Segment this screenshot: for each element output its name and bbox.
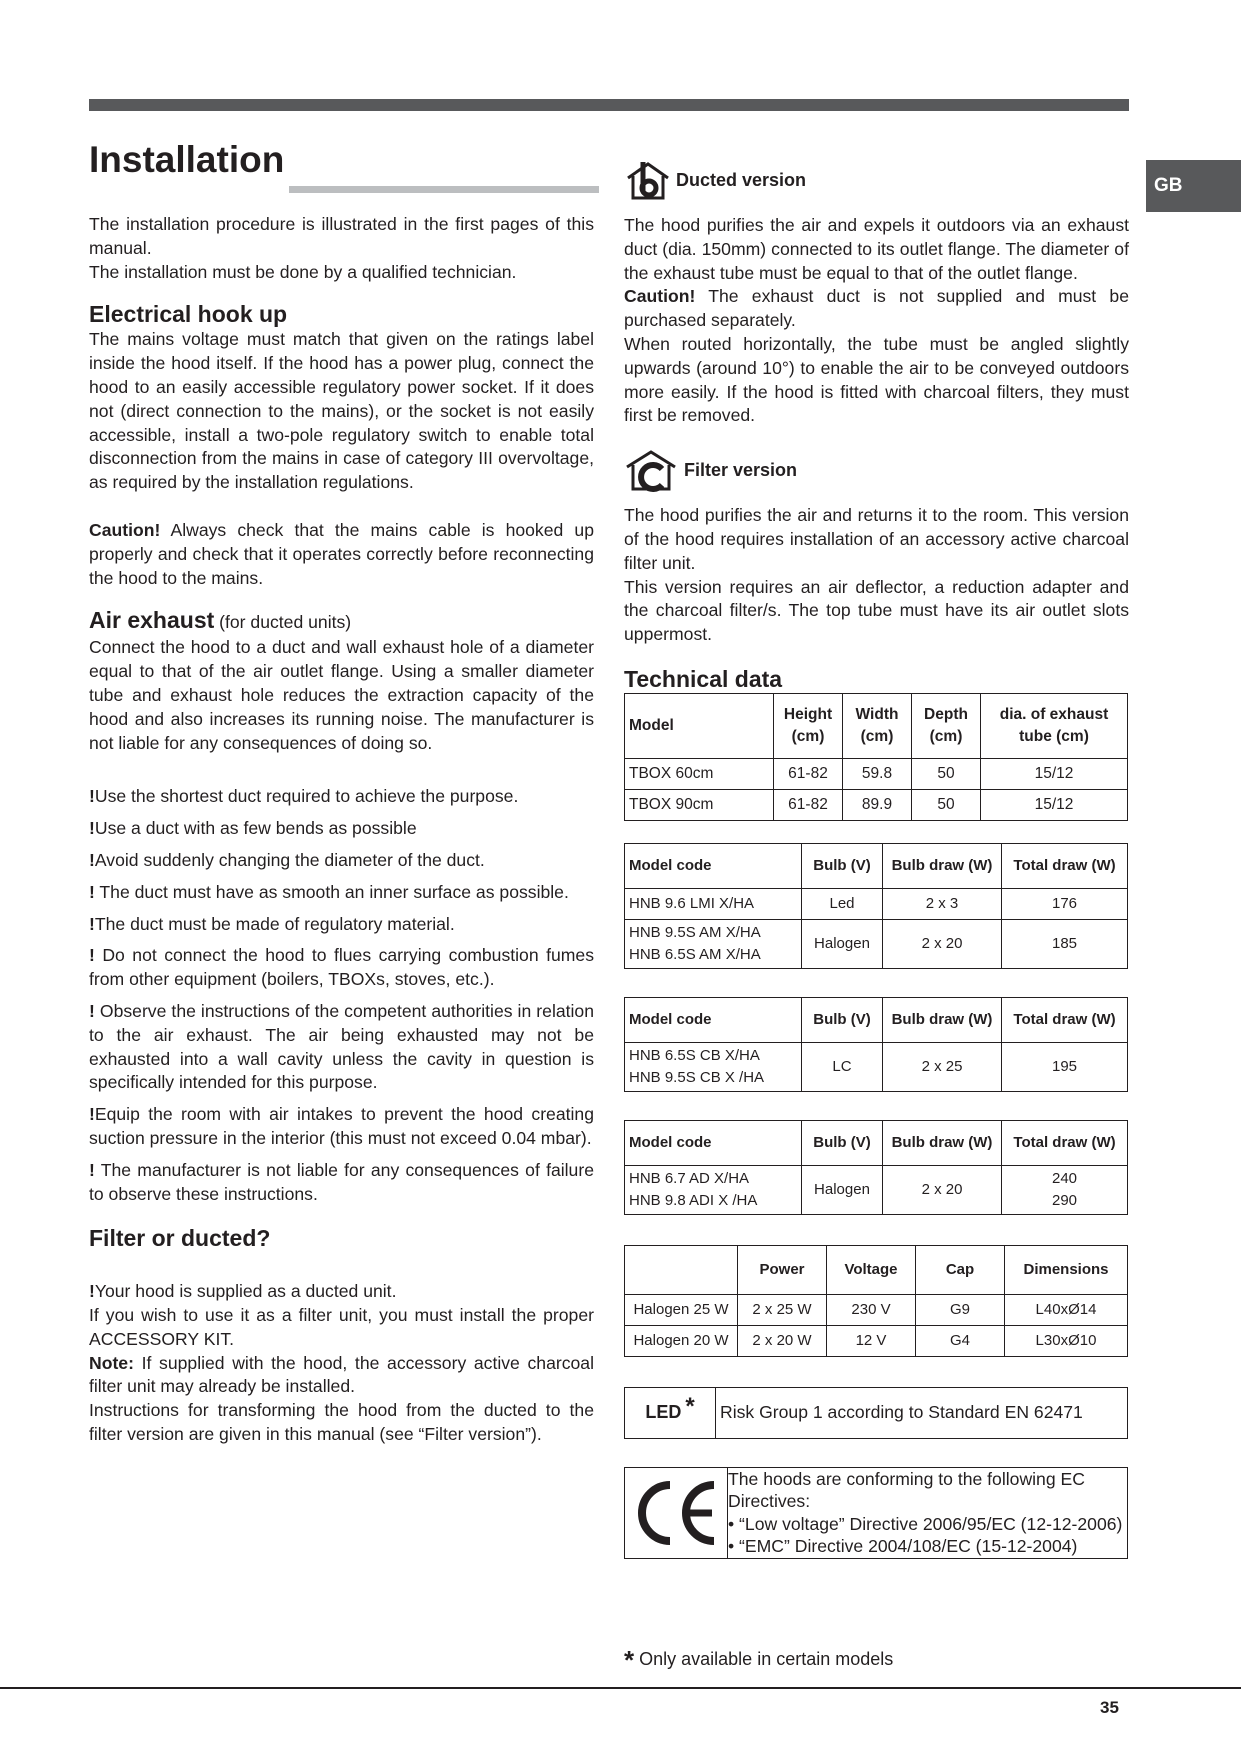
- air-exhaust-body: Connect the hood to a duct and wall exhaust hole of a diameter equal to that of the air outlet flange. Using a smaller diameter tube and exhaust hole reduces the extraction capacity of the hood and also increases its running noise. The manufacturer is not liable for any consequences of doing so.: [89, 637, 594, 753]
- table-cell: 2 x 25 W: [738, 1294, 827, 1325]
- warning-note: [89, 785, 594, 809]
- table-cell: 2 x 20: [883, 919, 1002, 968]
- table-cell: Halogen 20 W: [625, 1325, 738, 1356]
- ducted-caution: [624, 285, 1129, 333]
- ducted-p1: The hood purifies the air and expels it outdoors via an exhaust duct (dia. 150mm) connected to its outlet flange. The diameter of the exhaust tube must be equal to that of the outlet flange.: [624, 215, 1129, 283]
- ce-conformity-box: [624, 1467, 1128, 1559]
- table-cell: TBOX 60cm: [625, 758, 774, 789]
- model-code: HNB 9.5S CB X /HA: [629, 1068, 765, 1086]
- footnote-text: Only available in certain models: [634, 1649, 894, 1669]
- filter-version-label: Filter version: [684, 460, 798, 481]
- note-text: The manufacturer is not liable for any consequences of failure to observe these instructions.: [89, 1159, 594, 1204]
- table-cell: 61-82: [774, 789, 843, 820]
- left-column: [89, 139, 594, 1447]
- exclamation-icon: !: [89, 1104, 95, 1125]
- page-number: 35: [1100, 1698, 1119, 1717]
- table-header-row: [625, 1120, 1128, 1165]
- table-row: [625, 758, 1128, 789]
- table-cell: TBOX 90cm: [625, 789, 774, 820]
- header-cell: Total draw (W): [1002, 1120, 1128, 1165]
- filter-line-1-text: Your hood is supplied as a ducted unit.: [94, 1281, 397, 1302]
- note-text: Do not connect the hood to flues carrying combustion fumes from other equipment (boilers, TBOXs, stoves, etc.).: [89, 945, 594, 990]
- warning-note: [89, 849, 594, 873]
- table-cell: 2 x 3: [883, 888, 1002, 919]
- header-cell: Width (cm): [843, 693, 912, 758]
- table-cell: 2 x 20: [883, 1165, 1002, 1214]
- header-cell: Model code: [625, 1120, 802, 1165]
- bulb-table-3: [624, 1120, 1128, 1215]
- note-text: Use a duct with as few bends as possible: [94, 818, 417, 839]
- electrical-caution: [89, 519, 594, 590]
- table-header-row: [625, 693, 1128, 758]
- language-tab: GB: [1146, 160, 1241, 212]
- model-code: HNB 6.5S AM X/HA: [629, 945, 761, 963]
- filter-line-1: [89, 1280, 594, 1304]
- table-cell: 59.8: [843, 758, 912, 789]
- filter-note: [89, 1352, 594, 1400]
- filter-or-ducted-heading: Filter or ducted?: [89, 1225, 271, 1252]
- air-exhaust-heading: [89, 606, 594, 636]
- technical-data-table: [624, 693, 1128, 821]
- led-label-cell: [625, 1388, 716, 1438]
- warning-note: [89, 1000, 594, 1095]
- header-cell: Bulb draw (W): [883, 1120, 1002, 1165]
- table-cell: HNB 9.6 LMI X/HA: [625, 888, 802, 919]
- table-cell: Halogen: [802, 919, 883, 968]
- filter-p1: The hood purifies the air and returns it to the room. This version of the hood requires installation of an accessory active charcoal filter unit.: [624, 505, 1129, 573]
- table-row: [625, 888, 1128, 919]
- ce-line-1: The hoods are conforming to the following EC Directives:: [728, 1468, 1085, 1512]
- table-cell: 50: [912, 758, 981, 789]
- exclamation-icon: !: [89, 1000, 95, 1021]
- header-cell: Height (cm): [774, 693, 843, 758]
- header-cell: Total draw (W): [1002, 997, 1128, 1042]
- table-cell: 50: [912, 789, 981, 820]
- note-text: If supplied with the hood, the accessory active charcoal filter unit may already be installed.: [89, 1352, 594, 1397]
- exclamation-icon: !: [89, 881, 95, 902]
- warning-note: [89, 817, 594, 841]
- table-cell: 2 x 20 W: [738, 1325, 827, 1356]
- total-draw: 240: [1051, 1169, 1078, 1187]
- header-cell: [625, 1245, 738, 1294]
- table-row: [625, 1165, 1128, 1214]
- header-cell: Model code: [625, 843, 802, 888]
- header-cell: Total draw (W): [1002, 843, 1128, 888]
- caution-text: The exhaust duct is not supplied and must be purchased separately.: [624, 286, 1129, 331]
- ducted-house-icon: [624, 160, 672, 202]
- header-cell: Bulb (V): [802, 843, 883, 888]
- footer-rule: [0, 1687, 1241, 1689]
- note-text: Use the shortest duct required to achieve the purpose.: [94, 786, 519, 807]
- led-risk-box: [624, 1387, 1128, 1439]
- table-row: [625, 1325, 1128, 1356]
- table-cell: [1002, 1165, 1128, 1214]
- right-column: [624, 160, 1129, 1559]
- table-cell: 230 V: [827, 1294, 916, 1325]
- table-cell: 89.9: [843, 789, 912, 820]
- caution-label: Caution!: [89, 519, 161, 540]
- table-cell: 195: [1002, 1042, 1128, 1091]
- table-cell: G9: [916, 1294, 1005, 1325]
- note-text: Observe the instructions of the competent authorities in relation to the air exhaust. The air being exhausted may not be exhausted into a wall cavity unless the cavity in question is specifically intended for this purpose.: [89, 1000, 594, 1093]
- model-code: HNB 9.5S AM X/HA: [629, 923, 761, 941]
- table-row: [625, 789, 1128, 820]
- led-risk-text: Risk Group 1 according to Standard EN 62471: [720, 1402, 1083, 1423]
- ce-mark-icon: [625, 1468, 727, 1558]
- note-text: The duct must be made of regulatory material.: [94, 913, 455, 934]
- ducted-version-label: Ducted version: [676, 170, 807, 191]
- warning-notes: [89, 785, 594, 1206]
- led-label: LED: [645, 1402, 682, 1423]
- warning-note: [89, 944, 594, 992]
- total-draw: 290: [1051, 1191, 1078, 1209]
- table-row: [625, 919, 1128, 968]
- table-cell: L30xØ10: [1005, 1325, 1128, 1356]
- title-underline: [289, 186, 599, 193]
- header-cell: Dimensions: [1005, 1245, 1128, 1294]
- page-title: Installation: [89, 139, 285, 180]
- ce-line-2: • “Low voltage” Directive 2006/95/EC (12-12-2006): [728, 1513, 1123, 1534]
- header-cell: dia. of exhaust tube (cm): [981, 693, 1128, 758]
- asterisk: *: [685, 1393, 695, 1421]
- filter-line-3: Instructions for transforming the hood from the ducted to the filter version are given in this manual (see “Filter version”).: [89, 1400, 594, 1445]
- asterisk: *: [624, 1645, 635, 1675]
- table-header-row: [625, 843, 1128, 888]
- exclamation-icon: !: [89, 913, 95, 934]
- electrical-body: The mains voltage must match that given on the ratings label inside the hood itself. If the hood has a power plug, connect the hood to an easily accessible regulatory power socket. If it does not (direct connection to the mains), or the socket is not easily accessible, install a two-pole regulatory switch to enable total disconnection from the mains in case of category III overvoltage, as required by the installation regulations.: [89, 329, 594, 493]
- air-exhaust-title: Air exhaust: [89, 607, 215, 634]
- electrical-heading: Electrical hook up: [89, 301, 288, 328]
- intro-line-1: The installation procedure is illustrated in the first pages of this manual.: [89, 214, 594, 258]
- header-cell: Bulb (V): [802, 997, 883, 1042]
- header-cell: Depth (cm): [912, 693, 981, 758]
- header-cell: Cap: [916, 1245, 1005, 1294]
- exclamation-icon: !: [89, 945, 95, 966]
- table-cell: [625, 919, 802, 968]
- warning-note: [89, 1103, 594, 1151]
- warning-note: [89, 1159, 594, 1207]
- table-header-row: [625, 997, 1128, 1042]
- exclamation-icon: !: [89, 818, 95, 839]
- exclamation-icon: !: [89, 1159, 95, 1180]
- technical-data-heading: Technical data: [624, 665, 783, 692]
- header-cell: Model code: [625, 997, 802, 1042]
- exclamation-icon: !: [89, 849, 95, 870]
- table-cell: Halogen: [802, 1165, 883, 1214]
- header-cell: Model: [625, 693, 774, 758]
- title-block: [89, 139, 594, 196]
- note-text: The duct must have as smooth an inner surface as possible.: [94, 881, 569, 902]
- model-code: HNB 6.7 AD X/HA: [629, 1169, 750, 1187]
- table-cell: [625, 1165, 802, 1214]
- table-cell: Halogen 25 W: [625, 1294, 738, 1325]
- warning-note: [89, 881, 594, 905]
- table-cell: LC: [802, 1042, 883, 1091]
- table-cell: 176: [1002, 888, 1128, 919]
- warning-note: [89, 913, 594, 937]
- header-cell: Bulb (V): [802, 1120, 883, 1165]
- table-cell: L40xØ14: [1005, 1294, 1128, 1325]
- table-cell: [625, 1042, 802, 1091]
- table-row: [625, 1042, 1128, 1091]
- filter-line-2: If you wish to use it as a filter unit, you must install the proper ACCESSORY KIT.: [89, 1305, 594, 1349]
- filter-house-icon: [624, 449, 680, 493]
- filter-p2: This version requires an air deflector, a reduction adapter and the charcoal filter/s. The top tube must have its air outlet slots uppermost.: [624, 576, 1129, 645]
- bulb-table-1: [624, 843, 1128, 969]
- filter-version-header: [624, 450, 1129, 492]
- caution-label: Caution!: [624, 286, 696, 307]
- header-cell: Bulb draw (W): [883, 843, 1002, 888]
- table-cell: 185: [1002, 919, 1128, 968]
- table-cell: Led: [802, 888, 883, 919]
- table-cell: G4: [916, 1325, 1005, 1356]
- table-cell: 15/12: [981, 758, 1128, 789]
- ducted-version-header: [624, 160, 1129, 202]
- model-code: HNB 9.8 ADI X /HA: [629, 1191, 758, 1209]
- footnote: [624, 1645, 893, 1676]
- ducted-p2: When routed horizontally, the tube must be angled slightly upwards (around 10°) to enable the air to be conveyed outdoors more easily. If the hood is fitted with charcoal filters, they must first be removed.: [624, 333, 1129, 426]
- table-header-row: [625, 1245, 1128, 1294]
- caution-text: Always check that the mains cable is hooked up properly and check that it operates correctly before reconnecting the hood to the mains.: [89, 519, 594, 588]
- table-cell: 15/12: [981, 789, 1128, 820]
- header-cell: Power: [738, 1245, 827, 1294]
- table-cell: 61-82: [774, 758, 843, 789]
- intro-line-2: The installation must be done by a qualified technician.: [89, 261, 517, 282]
- air-exhaust-note: (for ducted units): [214, 612, 352, 633]
- header-cell: Voltage: [827, 1245, 916, 1294]
- table-cell: 12 V: [827, 1325, 916, 1356]
- lamp-table: [624, 1245, 1128, 1357]
- ce-text: [727, 1468, 1127, 1558]
- model-code: HNB 6.5S CB X/HA: [629, 1046, 760, 1064]
- table-cell: 2 x 25: [883, 1042, 1002, 1091]
- top-rule: [89, 99, 1129, 111]
- bulb-table-2: [624, 997, 1128, 1092]
- note-label: Note:: [89, 1352, 134, 1373]
- exclamation-icon: !: [89, 786, 95, 807]
- table-row: [625, 1294, 1128, 1325]
- note-text: Avoid suddenly changing the diameter of the duct.: [94, 849, 485, 870]
- ce-line-3: • “EMC” Directive 2004/108/EC (15-12-2004): [728, 1536, 1078, 1557]
- note-text: Equip the room with air intakes to prevent the hood creating suction pressure in the interior (this must not exceed 0.04 mbar).: [89, 1104, 594, 1148]
- header-cell: Bulb draw (W): [883, 997, 1002, 1042]
- exclamation-icon: !: [89, 1281, 95, 1302]
